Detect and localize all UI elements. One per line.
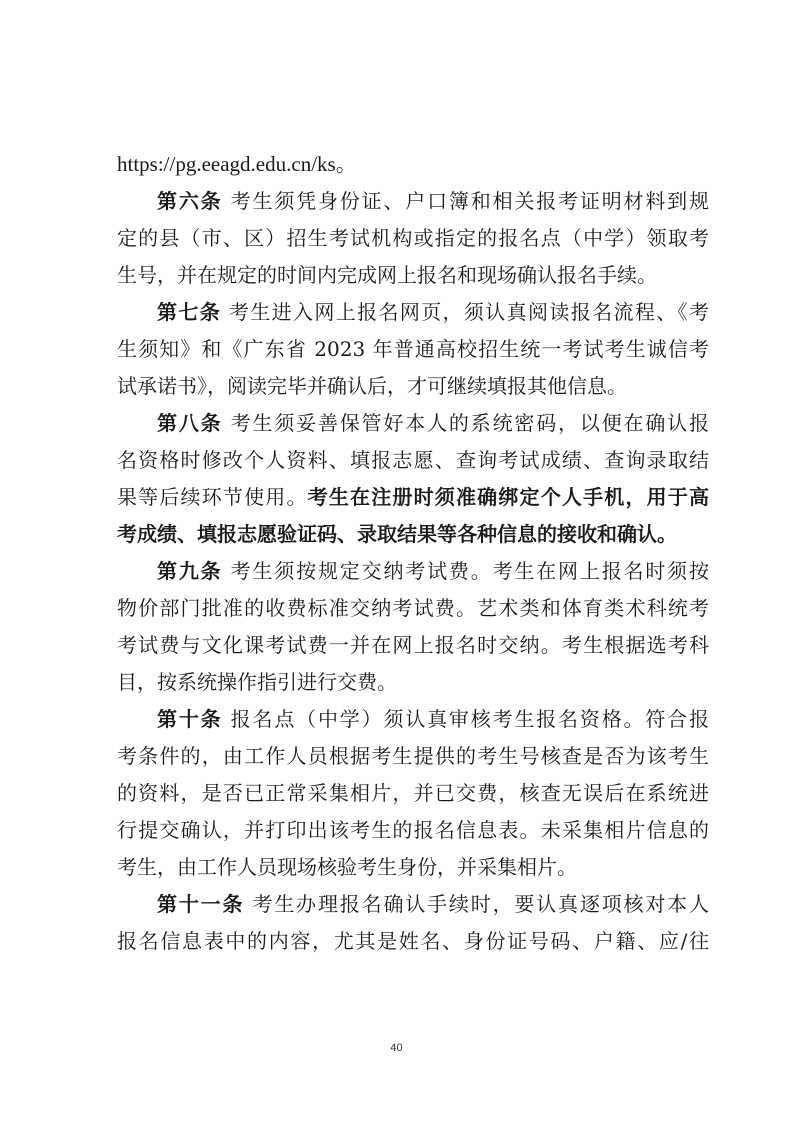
text-line xyxy=(117,220,709,257)
body-text: 考生办理报名确认手续时，要认真逐项核对本人 xyxy=(244,892,709,916)
body-text: 考生须按规定交纳考试费。考生在网上报名时须按 xyxy=(222,559,709,583)
body-text: 考试费与文化课考试费一并在网上报名时交纳。考生根据选考科 xyxy=(117,633,709,657)
body-text: 考生须妥善保管好本人的系统密码，以便在确认报 xyxy=(222,411,709,435)
text-line xyxy=(117,886,709,923)
text-line xyxy=(117,442,709,479)
text-line xyxy=(117,331,709,368)
body-text: 报名信息表中的内容，尤其是姓名、身份证号码、户籍、应/往 xyxy=(117,929,709,953)
text-line xyxy=(117,294,709,331)
text-line xyxy=(117,738,709,775)
text-line xyxy=(117,516,709,553)
text-line xyxy=(117,812,709,849)
text-line xyxy=(117,627,709,664)
body-text: 考条件的，由工作人员根据考生提供的考生号核查是否为该考生 xyxy=(117,744,709,768)
article-heading: 第八条 xyxy=(157,411,223,435)
page-number: 40 xyxy=(390,1042,403,1054)
article-heading: 第十一条 xyxy=(157,892,245,916)
body-text: 果等后续环节使用。 xyxy=(117,485,308,509)
text-line xyxy=(117,368,709,405)
body-text: 考生须凭身份证、户口簿和相关报考证明材料到规 xyxy=(222,189,709,213)
text-line xyxy=(117,183,709,220)
article-heading: 第十条 xyxy=(157,707,223,731)
body-text: 试承诺书》，阅读完毕并确认后，才可继续填报其他信息。 xyxy=(117,374,627,398)
article-heading: 第七条 xyxy=(157,300,222,324)
text-line xyxy=(117,923,709,960)
text-line xyxy=(117,146,709,183)
text-line xyxy=(117,664,709,701)
body-text: 目，按系统操作指引进行交费。 xyxy=(117,670,397,694)
body-text: 行提交确认，并打印出该考生的报名信息表。未采集相片信息的 xyxy=(117,818,709,842)
article-heading: 第六条 xyxy=(157,189,223,213)
body-text: 生号，并在规定的时间内完成网上报名和现场确认报名手续。 xyxy=(117,263,657,287)
text-line xyxy=(117,849,709,886)
body-text: 生须知》和《广东省 2023 年普通高校招生统一考试考生诚信考 xyxy=(117,337,709,361)
emphasized-text: 考成绩、填报志愿验证码、录取结果等各种信息的接收和确认。 xyxy=(117,522,677,546)
url-text: https://pg.eeagd.edu.cn/ks。 xyxy=(117,152,357,176)
document-body xyxy=(117,146,709,960)
emphasized-text: 考生在注册时须准确绑定个人手机，用于高 xyxy=(307,485,709,509)
body-text: 的资料，是否已正常采集相片，并已交费，核查无误后在系统进 xyxy=(117,781,709,805)
body-text: 考生进入网上报名网页，须认真阅读报名流程、《考 xyxy=(221,300,709,324)
text-line xyxy=(117,590,709,627)
text-line xyxy=(117,257,709,294)
text-line xyxy=(117,701,709,738)
text-line xyxy=(117,553,709,590)
body-text: 物价部门批准的收费标准交纳考试费。艺术类和体育类术科统考 xyxy=(117,596,709,620)
article-heading: 第九条 xyxy=(157,559,223,583)
body-text: 定的县（市、区）招生考试机构或指定的报名点（中学）领取考 xyxy=(117,226,709,250)
body-text: 考生，由工作人员现场核验考生身份，并采集相片。 xyxy=(117,855,577,879)
text-line xyxy=(117,775,709,812)
body-text: 报名点（中学）须认真审核考生报名资格。符合报 xyxy=(222,707,709,731)
text-line xyxy=(117,479,709,516)
text-line xyxy=(117,405,709,442)
body-text: 名资格时修改个人资料、填报志愿、查询考试成绩、查询录取结 xyxy=(117,448,709,472)
